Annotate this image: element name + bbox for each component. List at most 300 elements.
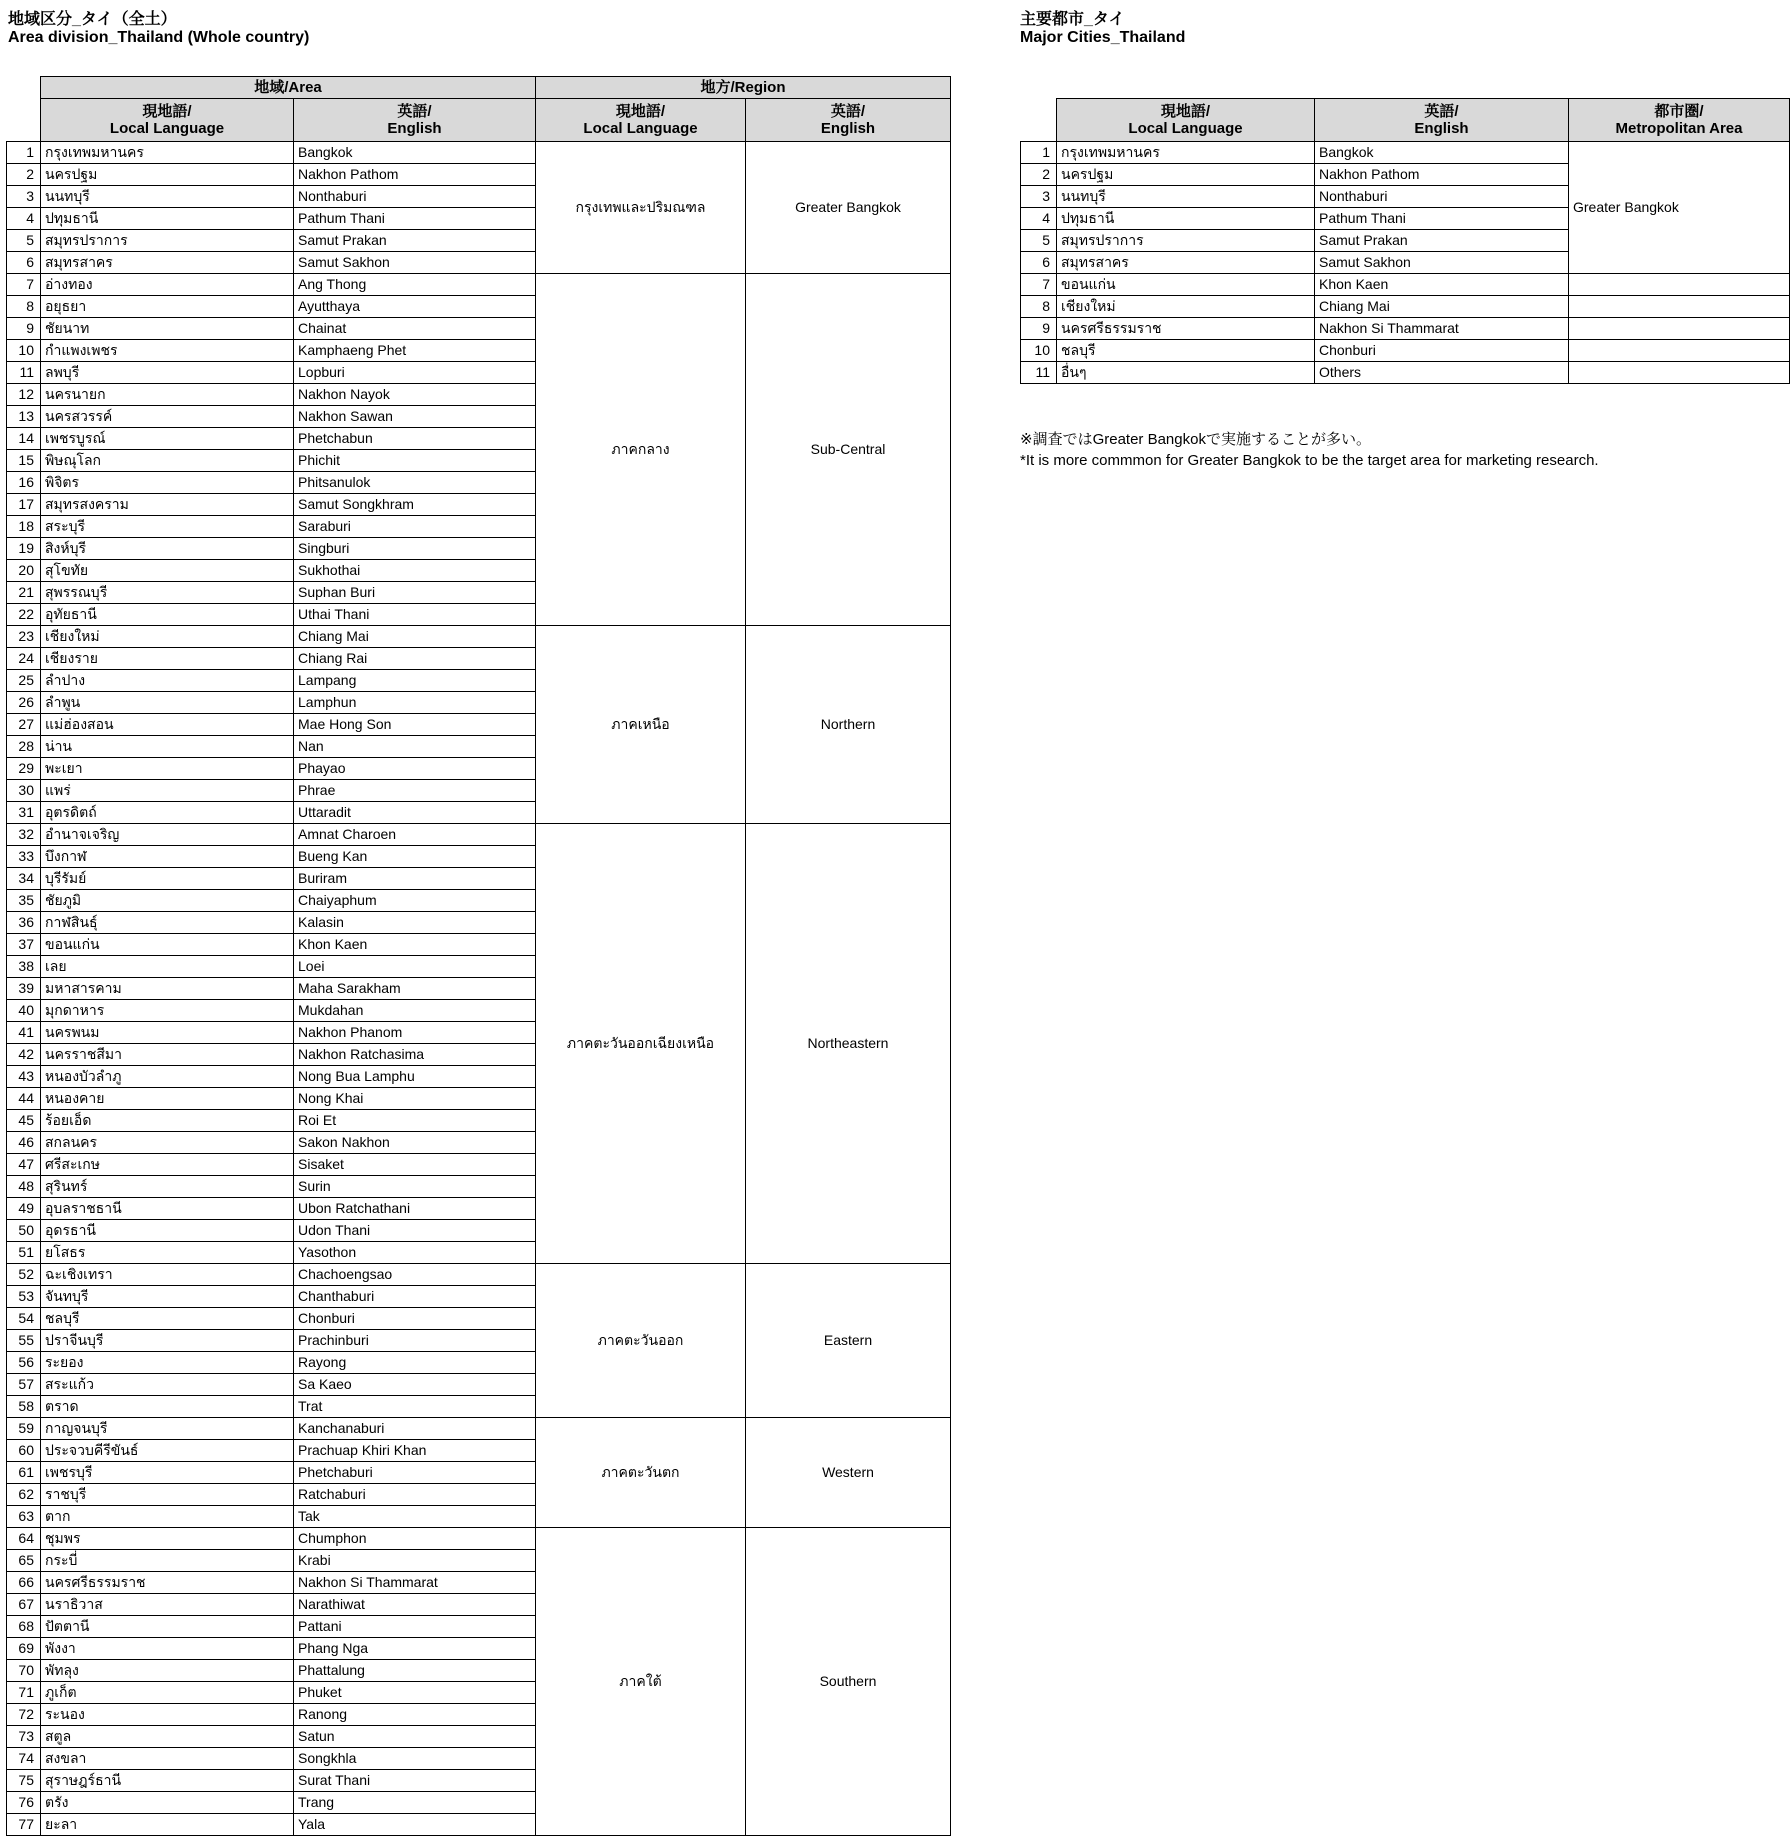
cell-city-english: Chonburi: [1315, 340, 1569, 362]
cell-row-number: 54: [7, 1308, 41, 1330]
cell-row-number: 36: [7, 912, 41, 934]
cell-row-number: 76: [7, 1792, 41, 1814]
cell-province-english: Chonburi: [294, 1308, 536, 1330]
cell-row-number: 47: [7, 1154, 41, 1176]
cell-row-number: 7: [1021, 274, 1057, 296]
cell-province-english: Nakhon Ratchasima: [294, 1044, 536, 1066]
cell-province-english: Kamphaeng Phet: [294, 340, 536, 362]
cities-header-english-en: English: [1414, 120, 1469, 137]
cell-row-number: 6: [1021, 252, 1057, 274]
cell-row-number: 26: [7, 692, 41, 714]
header-english-ja: 英語/: [397, 102, 432, 120]
cell-province-english: Lampang: [294, 670, 536, 692]
cities-header-metropolitan-area: [1569, 99, 1790, 142]
cell-province-local: เพชรบุรี: [41, 1462, 294, 1484]
cell-province-local: ชัยนาท: [41, 318, 294, 340]
cell-province-local: ลำปาง: [41, 670, 294, 692]
cell-province-local: กำแพงเพชร: [41, 340, 294, 362]
cell-city-english: Nonthaburi: [1315, 186, 1569, 208]
cell-row-number: 68: [7, 1616, 41, 1638]
cell-province-english: Sakon Nakhon: [294, 1132, 536, 1154]
cell-row-number: 8: [1021, 296, 1057, 318]
header-local-ja: 現地語/: [142, 102, 192, 120]
cities-header-english: [1315, 99, 1569, 142]
cell-city-local: ขอนแก่น: [1057, 274, 1315, 296]
cities-column-header-row: [1021, 99, 1790, 142]
cell-province-english: Phetchabun: [294, 428, 536, 450]
cell-province-english: Amnat Charoen: [294, 824, 536, 846]
cell-row-number: 1: [7, 142, 41, 164]
cell-city-english: Nakhon Si Thammarat: [1315, 318, 1569, 340]
cell-row-number: 51: [7, 1242, 41, 1264]
header-english-en: English: [387, 120, 442, 137]
cell-province-local: ชลบุรี: [41, 1308, 294, 1330]
cell-row-number: 42: [7, 1044, 41, 1066]
left-title-english: Area division_Thailand (Whole country): [8, 29, 310, 46]
cell-province-english: Yala: [294, 1814, 536, 1836]
cell-province-english: Mae Hong Son: [294, 714, 536, 736]
city-row: [1021, 142, 1790, 164]
cell-province-local: สกลนคร: [41, 1132, 294, 1154]
cell-province-local: พิจิตร: [41, 472, 294, 494]
cell-province-english: Songkhla: [294, 1748, 536, 1770]
cell-row-number: 30: [7, 780, 41, 802]
cell-row-number: 12: [7, 384, 41, 406]
cell-province-english: Phrae: [294, 780, 536, 802]
cell-row-number: 70: [7, 1660, 41, 1682]
cell-province-english: Sukhothai: [294, 560, 536, 582]
cell-province-local: อยุธยา: [41, 296, 294, 318]
cell-province-local: สระบุรี: [41, 516, 294, 538]
cell-row-number: 15: [7, 450, 41, 472]
cell-row-number: 66: [7, 1572, 41, 1594]
cell-province-english: Singburi: [294, 538, 536, 560]
cell-province-english: Nakhon Pathom: [294, 164, 536, 186]
cell-province-local: บุรีรัมย์: [41, 868, 294, 890]
cell-province-english: Suphan Buri: [294, 582, 536, 604]
cell-province-english: Chainat: [294, 318, 536, 340]
cell-row-number: 46: [7, 1132, 41, 1154]
cell-province-local: กระบี่: [41, 1550, 294, 1572]
cell-province-english: Sa Kaeo: [294, 1374, 536, 1396]
cell-province-local: ระยอง: [41, 1352, 294, 1374]
cell-row-number: 14: [7, 428, 41, 450]
cell-row-number: 28: [7, 736, 41, 758]
cell-row-number: 59: [7, 1418, 41, 1440]
cell-city-english: Bangkok: [1315, 142, 1569, 164]
cell-city-english: Samut Prakan: [1315, 230, 1569, 252]
cell-row-number: 19: [7, 538, 41, 560]
cell-row-number: 35: [7, 890, 41, 912]
cell-province-english: Uthai Thani: [294, 604, 536, 626]
cell-row-number: 8: [7, 296, 41, 318]
cell-province-local: เพชรบูรณ์: [41, 428, 294, 450]
cell-province-english: Lamphun: [294, 692, 536, 714]
cell-row-number: 3: [7, 186, 41, 208]
cell-row-number: 20: [7, 560, 41, 582]
group-header-area: 地域/Area: [41, 77, 536, 99]
cell-province-local: ปัตตานี: [41, 1616, 294, 1638]
cell-row-number: 50: [7, 1220, 41, 1242]
cell-row-number: 64: [7, 1528, 41, 1550]
major-cities-table: [1020, 98, 1790, 384]
cell-province-local: ลพบุรี: [41, 362, 294, 384]
cell-province-local: นราธิวาส: [41, 1594, 294, 1616]
cell-row-number: 2: [1021, 164, 1057, 186]
cell-province-local: อ่างทอง: [41, 274, 294, 296]
cell-row-number: 22: [7, 604, 41, 626]
cell-province-local: แพร่: [41, 780, 294, 802]
cell-city-local: นนทบุรี: [1057, 186, 1315, 208]
cell-province-local: มุกดาหาร: [41, 1000, 294, 1022]
cell-province-english: Satun: [294, 1726, 536, 1748]
cell-province-local: ยะลา: [41, 1814, 294, 1836]
cell-row-number: 7: [7, 274, 41, 296]
cell-province-english: Roi Et: [294, 1110, 536, 1132]
cell-province-english: Nong Bua Lamphu: [294, 1066, 536, 1088]
cell-province-english: Nakhon Si Thammarat: [294, 1572, 536, 1594]
region-cell-local: ภาคตะวันออก: [536, 1264, 746, 1418]
cell-province-english: Ranong: [294, 1704, 536, 1726]
cell-row-number: 40: [7, 1000, 41, 1022]
cell-row-number: 21: [7, 582, 41, 604]
province-row: [7, 824, 951, 846]
cell-province-english: Surin: [294, 1176, 536, 1198]
city-row: [1021, 274, 1790, 296]
cell-province-english: Khon Kaen: [294, 934, 536, 956]
cell-province-english: Kalasin: [294, 912, 536, 934]
cell-province-english: Kanchanaburi: [294, 1418, 536, 1440]
cell-province-local: เชียงใหม่: [41, 626, 294, 648]
cell-province-local: เชียงราย: [41, 648, 294, 670]
cell-row-number: 44: [7, 1088, 41, 1110]
province-row: [7, 142, 951, 164]
cell-row-number: 11: [7, 362, 41, 384]
cell-row-number: 34: [7, 868, 41, 890]
cell-row-number: 73: [7, 1726, 41, 1748]
cities-header-metro-en: Metropolitan Area: [1615, 120, 1743, 137]
cell-province-local: พะเยา: [41, 758, 294, 780]
region-cell-english: Eastern: [746, 1264, 951, 1418]
cell-province-local: อุดรธานี: [41, 1220, 294, 1242]
right-title-english: Major Cities_Thailand: [1020, 29, 1186, 46]
cell-province-local: สมุทรสาคร: [41, 252, 294, 274]
header-region-local-language: [536, 99, 746, 142]
cell-city-local: อื่นๆ: [1057, 362, 1315, 384]
cell-province-english: Nong Khai: [294, 1088, 536, 1110]
cell-row-number: 37: [7, 934, 41, 956]
cell-province-english: Buriram: [294, 868, 536, 890]
cell-row-number: 72: [7, 1704, 41, 1726]
cell-province-english: Nan: [294, 736, 536, 758]
cell-row-number: 58: [7, 1396, 41, 1418]
header-region-english-ja: 英語/: [830, 102, 866, 120]
cell-province-local: นครปฐม: [41, 164, 294, 186]
cell-province-english: Phuket: [294, 1682, 536, 1704]
cell-row-number: 62: [7, 1484, 41, 1506]
cell-province-english: Chumphon: [294, 1528, 536, 1550]
cell-row-number: 3: [1021, 186, 1057, 208]
cell-city-english: Samut Sakhon: [1315, 252, 1569, 274]
cell-row-number: 16: [7, 472, 41, 494]
cell-row-number: 6: [7, 252, 41, 274]
cell-province-local: ภูเก็ต: [41, 1682, 294, 1704]
cell-province-english: Rayong: [294, 1352, 536, 1374]
region-cell-local: ภาคกลาง: [536, 274, 746, 626]
cell-row-number: 4: [7, 208, 41, 230]
cell-city-local: นครศรีธรรมราช: [1057, 318, 1315, 340]
region-cell-english: Northeastern: [746, 824, 951, 1264]
cell-row-number: 38: [7, 956, 41, 978]
cell-row-number: 74: [7, 1748, 41, 1770]
cell-row-number: 5: [7, 230, 41, 252]
cell-province-english: Samut Prakan: [294, 230, 536, 252]
cell-province-local: นนทบุรี: [41, 186, 294, 208]
cell-province-english: Pathum Thani: [294, 208, 536, 230]
cell-province-english: Pattani: [294, 1616, 536, 1638]
cell-province-english: Prachuap Khiri Khan: [294, 1440, 536, 1462]
cell-row-number: 65: [7, 1550, 41, 1572]
cell-province-local: น่าน: [41, 736, 294, 758]
cell-province-english: Chaiyaphum: [294, 890, 536, 912]
cell-province-english: Tak: [294, 1506, 536, 1528]
cell-province-local: ปทุมธานี: [41, 208, 294, 230]
cell-city-local: เชียงใหม่: [1057, 296, 1315, 318]
cell-province-english: Maha Sarakham: [294, 978, 536, 1000]
cell-province-local: สตูล: [41, 1726, 294, 1748]
cities-header-english-ja: 英語/: [1424, 102, 1459, 120]
cell-province-local: ชัยภูมิ: [41, 890, 294, 912]
header-local-language: [41, 99, 294, 142]
cell-row-number: 67: [7, 1594, 41, 1616]
cell-row-number: 27: [7, 714, 41, 736]
cell-row-number: 63: [7, 1506, 41, 1528]
cell-province-local: นครสวรรค์: [41, 406, 294, 428]
cell-province-english: Trat: [294, 1396, 536, 1418]
header-region-local-ja: 現地語/: [615, 102, 666, 120]
cell-province-english: Chiang Mai: [294, 626, 536, 648]
cell-province-english: Samut Sakhon: [294, 252, 536, 274]
cell-province-english: Nakhon Phanom: [294, 1022, 536, 1044]
cell-row-number: 41: [7, 1022, 41, 1044]
cell-row-number: 56: [7, 1352, 41, 1374]
cell-province-local: สมุทรปราการ: [41, 230, 294, 252]
cell-row-number: 31: [7, 802, 41, 824]
cell-city-local: นครปฐม: [1057, 164, 1315, 186]
cell-city-english: Chiang Mai: [1315, 296, 1569, 318]
province-row: [7, 626, 951, 648]
cell-row-number: 39: [7, 978, 41, 1000]
cell-city-local: ปทุมธานี: [1057, 208, 1315, 230]
area-division-table: [6, 76, 951, 1836]
cell-province-english: Nonthaburi: [294, 186, 536, 208]
cell-province-english: Udon Thani: [294, 1220, 536, 1242]
cell-row-number: 2: [7, 164, 41, 186]
cell-province-english: Surat Thani: [294, 1770, 536, 1792]
province-row: [7, 274, 951, 296]
cell-metropolitan-area-empty: [1569, 296, 1790, 318]
left-title-japanese: 地域区分_タイ（全土）: [8, 11, 177, 28]
province-row: [7, 1528, 951, 1550]
cell-row-number: 4: [1021, 208, 1057, 230]
cities-header-local-language: [1057, 99, 1315, 142]
cell-province-english: Ratchaburi: [294, 1484, 536, 1506]
cell-province-local: อุทัยธานี: [41, 604, 294, 626]
region-cell-local: ภาคเหนือ: [536, 626, 746, 824]
region-cell-english: Sub-Central: [746, 274, 951, 626]
cell-row-number: 77: [7, 1814, 41, 1836]
cell-province-local: อุตรดิตถ์: [41, 802, 294, 824]
cell-row-number: 9: [1021, 318, 1057, 340]
cell-province-local: กาญจนบุรี: [41, 1418, 294, 1440]
cell-row-number: 9: [7, 318, 41, 340]
cell-metropolitan-area-empty: [1569, 362, 1790, 384]
cell-row-number: 69: [7, 1638, 41, 1660]
cell-province-local: บึงกาฬ: [41, 846, 294, 868]
cell-province-local: ร้อยเอ็ด: [41, 1110, 294, 1132]
cell-row-number: 11: [1021, 362, 1057, 384]
cell-row-number: 18: [7, 516, 41, 538]
cities-corner-blank-cell: [1021, 99, 1057, 142]
right-title-japanese: 主要都市_タイ: [1020, 11, 1125, 28]
cell-city-local: ชลบุรี: [1057, 340, 1315, 362]
cell-province-local: สมุทรสงคราม: [41, 494, 294, 516]
cell-province-local: พัทลุง: [41, 1660, 294, 1682]
region-cell-english: Greater Bangkok: [746, 142, 951, 274]
cities-header-local-en: Local Language: [1128, 120, 1243, 137]
cell-row-number: 32: [7, 824, 41, 846]
cell-row-number: 71: [7, 1682, 41, 1704]
group-header-row: [7, 77, 951, 99]
cell-row-number: 61: [7, 1462, 41, 1484]
cities-header-local-ja: 現地語/: [1160, 102, 1211, 120]
cell-province-local: อุบลราชธานี: [41, 1198, 294, 1220]
cell-city-english: Others: [1315, 362, 1569, 384]
region-cell-english: Southern: [746, 1528, 951, 1836]
cell-province-local: ขอนแก่น: [41, 934, 294, 956]
cell-province-english: Ubon Ratchathani: [294, 1198, 536, 1220]
region-cell-local: ภาคใต้: [536, 1528, 746, 1836]
cell-province-local: เลย: [41, 956, 294, 978]
city-row: [1021, 340, 1790, 362]
cell-row-number: 5: [1021, 230, 1057, 252]
cell-province-local: ลำพูน: [41, 692, 294, 714]
cell-province-local: มหาสารคาม: [41, 978, 294, 1000]
cell-province-english: Chachoengsao: [294, 1264, 536, 1286]
cell-row-number: 17: [7, 494, 41, 516]
cell-province-english: Mukdahan: [294, 1000, 536, 1022]
cell-row-number: 10: [7, 340, 41, 362]
cities-table-body: [1021, 142, 1790, 384]
cell-row-number: 75: [7, 1770, 41, 1792]
region-cell-local: ภาคตะวันออกเฉียงเหนือ: [536, 824, 746, 1264]
area-table-header: [7, 77, 951, 142]
header-region-local-en: Local Language: [583, 120, 698, 137]
cell-province-local: ตรัง: [41, 1792, 294, 1814]
cell-province-english: Phichit: [294, 450, 536, 472]
cell-row-number: 23: [7, 626, 41, 648]
cell-row-number: 13: [7, 406, 41, 428]
cell-city-local: สมุทรปราการ: [1057, 230, 1315, 252]
cell-province-local: อำนาจเจริญ: [41, 824, 294, 846]
cell-province-english: Ang Thong: [294, 274, 536, 296]
cell-province-english: Loei: [294, 956, 536, 978]
cell-province-english: Uttaradit: [294, 802, 536, 824]
cell-city-local: กรุงเทพมหานคร: [1057, 142, 1315, 164]
cell-city-english: Khon Kaen: [1315, 274, 1569, 296]
corner-blank-cell: [7, 77, 41, 142]
header-region-english: [746, 99, 951, 142]
cell-province-english: Ayutthaya: [294, 296, 536, 318]
cell-province-local: พิษณุโลก: [41, 450, 294, 472]
cell-province-english: Krabi: [294, 1550, 536, 1572]
cell-row-number: 43: [7, 1066, 41, 1088]
cities-table-header: [1021, 99, 1790, 142]
region-cell-local: กรุงเทพและปริมณฑล: [536, 142, 746, 274]
cell-province-local: แม่ฮ่องสอน: [41, 714, 294, 736]
cell-province-local: นครนายก: [41, 384, 294, 406]
cell-province-english: Narathiwat: [294, 1594, 536, 1616]
cell-row-number: 52: [7, 1264, 41, 1286]
cell-city-local: สมุทรสาคร: [1057, 252, 1315, 274]
note-english: *It is more commmon for Greater Bangkok to be the target area for marketing research.: [1020, 452, 1599, 469]
cell-province-english: Yasothon: [294, 1242, 536, 1264]
cell-province-local: ตาก: [41, 1506, 294, 1528]
cell-province-english: Sisaket: [294, 1154, 536, 1176]
cell-row-number: 57: [7, 1374, 41, 1396]
cell-province-english: Chiang Rai: [294, 648, 536, 670]
cell-province-local: ชุมพร: [41, 1528, 294, 1550]
cell-province-english: Phitsanulok: [294, 472, 536, 494]
cell-province-local: สงขลา: [41, 1748, 294, 1770]
cell-province-english: Chanthaburi: [294, 1286, 536, 1308]
header-region-english-en: English: [820, 120, 876, 137]
cell-province-english: Bangkok: [294, 142, 536, 164]
cell-row-number: 60: [7, 1440, 41, 1462]
cell-province-local: สุโขทัย: [41, 560, 294, 582]
column-header-row: [7, 99, 951, 142]
cell-province-local: จันทบุรี: [41, 1286, 294, 1308]
cell-row-number: 1: [1021, 142, 1057, 164]
cell-metropolitan-area-empty: [1569, 340, 1790, 362]
cell-row-number: 33: [7, 846, 41, 868]
cell-province-local: ราชบุรี: [41, 1484, 294, 1506]
region-cell-english: Western: [746, 1418, 951, 1528]
cell-province-local: หนองบัวลำภู: [41, 1066, 294, 1088]
city-row: [1021, 362, 1790, 384]
province-row: [7, 1264, 951, 1286]
cell-province-english: Lopburi: [294, 362, 536, 384]
cell-province-local: ปราจีนบุรี: [41, 1330, 294, 1352]
cell-province-english: Bueng Kan: [294, 846, 536, 868]
cell-province-local: กรุงเทพมหานคร: [41, 142, 294, 164]
cell-province-local: สุพรรณบุรี: [41, 582, 294, 604]
cell-city-english: Nakhon Pathom: [1315, 164, 1569, 186]
region-cell-local: ภาคตะวันตก: [536, 1418, 746, 1528]
group-header-region: 地方/Region: [536, 77, 951, 99]
cell-province-local: ประจวบคีรีขันธ์: [41, 1440, 294, 1462]
cell-province-local: ศรีสะเกษ: [41, 1154, 294, 1176]
cell-metropolitan-area-empty: [1569, 274, 1790, 296]
cell-province-local: พังงา: [41, 1638, 294, 1660]
cell-row-number: 25: [7, 670, 41, 692]
cell-province-local: กาฬสินธุ์: [41, 912, 294, 934]
cities-header-metro-ja: 都市圏/: [1654, 102, 1704, 120]
cell-province-local: สระแก้ว: [41, 1374, 294, 1396]
cell-province-english: Phayao: [294, 758, 536, 780]
province-row: [7, 1418, 951, 1440]
cell-row-number: 53: [7, 1286, 41, 1308]
